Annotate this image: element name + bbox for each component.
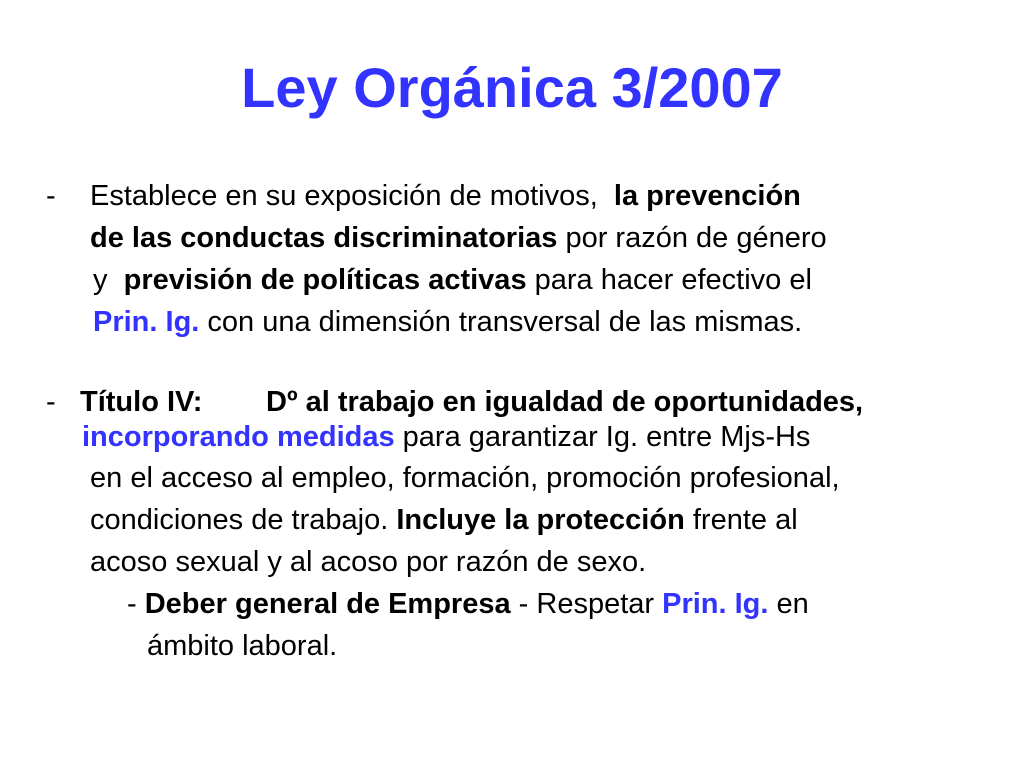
bullet1-line1-text: Establece en su exposición de motivos,	[90, 180, 598, 212]
bullet2-subitem-text: - Respetar	[510, 588, 663, 620]
bullet2-line2-text: para garantizar Ig. entre Mjs-Hs	[394, 421, 811, 453]
bullet2-subitem	[127, 584, 809, 624]
bullet2-line4-text2: frente al	[684, 504, 798, 536]
bullet1-line2	[90, 218, 827, 258]
bullet2-subitem-text2: en	[768, 588, 809, 620]
bullet1-line1	[90, 176, 801, 216]
bullet2-subitem-line2: ámbito laboral.	[147, 630, 338, 662]
bullet2-subitem-dash: -	[127, 588, 145, 620]
bullet1-line4	[93, 302, 802, 342]
bullet2-line2-highlight: incorporando medidas	[82, 421, 395, 453]
bullet2-dash: -	[46, 386, 56, 418]
bullet2-line3: en el acceso al empleo, formación, promoción profesional,	[90, 462, 840, 494]
bullet1-line3-bold: previsión de políticas activas	[123, 264, 527, 296]
bullet2-subitem-bold: Deber general de Empresa	[144, 588, 511, 620]
bullet1-line4-highlight: Prin. Ig.	[93, 306, 200, 338]
bullet2-line5: acoso sexual y al acoso por razón de sexo.	[90, 546, 647, 578]
bullet2-subitem-highlight: Prin. Ig.	[662, 588, 769, 620]
bullet2-line4-text: condiciones de trabajo.	[90, 504, 397, 536]
slide-title: Ley Orgánica 3/2007	[241, 56, 783, 119]
bullet1-line2-text: por razón de género	[557, 222, 827, 254]
bullet2-label: Título IV:	[80, 386, 203, 418]
bullet1-line3-text: para hacer efectivo el	[526, 264, 812, 296]
bullet1-line1-bold: la prevención	[613, 180, 801, 212]
bullet1-line2-bold: de las conductas discriminatorias	[90, 222, 558, 254]
bullet1-line4-text: con una dimensión transversal de las mismas.	[199, 306, 803, 338]
bullet2-line4-bold: Incluye la protección	[396, 504, 685, 536]
bullet2-heading: Dº al trabajo en igualdad de oportunidades,	[266, 386, 864, 418]
bullet2-line4	[90, 500, 798, 540]
bullet1-line3-y: y	[93, 264, 108, 296]
bullet1-line3	[93, 260, 812, 300]
bullet2-line2	[82, 417, 810, 457]
bullet1-dash: -	[46, 180, 56, 212]
